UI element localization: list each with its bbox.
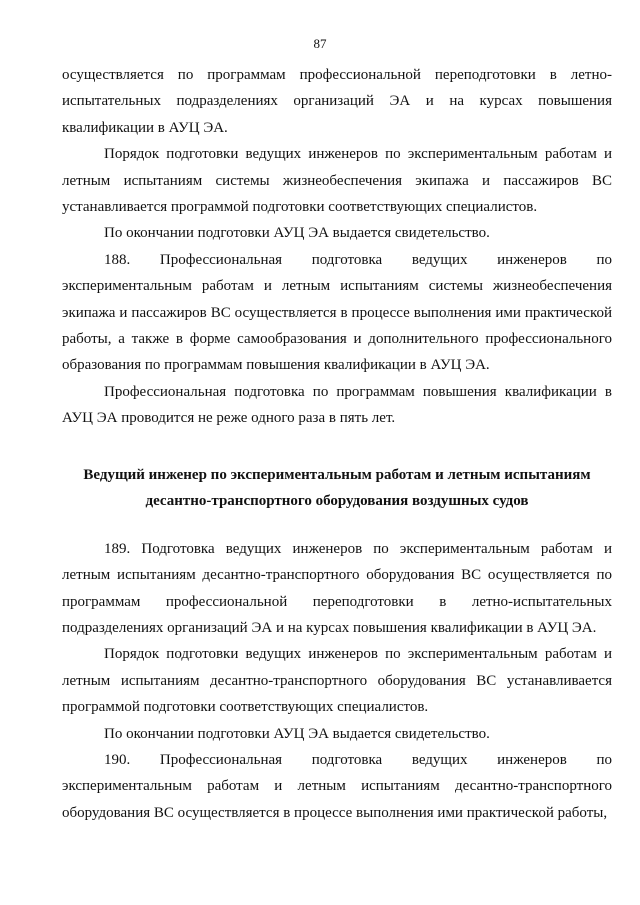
section-heading-line-2: десантно-транспортного оборудования воздушных судов (145, 492, 529, 509)
page-content (62, 62, 612, 826)
section-heading (62, 462, 612, 514)
paragraph-certificate: По окончании подготовки АУЦ ЭА выдается свидетельство. (104, 225, 490, 242)
page-number: 87 (313, 36, 327, 51)
paragraph-training-procedure: Порядок подготовки ведущих инженеров по экспериментальным работам и летным испытаниям системы жизнеобеспечения экипажа и пассажиров ВС устанавливается программой подготовки соответствующих специалистов. (62, 146, 612, 216)
section-heading-line-1: Ведущий инженер по экспериментальным работам и летным испытаниям (83, 466, 591, 483)
paragraph-training-procedure-2: Порядок подготовки ведущих инженеров по экспериментальным работам и летным испытаниям десантно-транспортного оборудования ВС устанавливается программой подготовки соответствующих специалистов. (62, 646, 612, 716)
paragraph-189: 189. Подготовка ведущих инженеров по экспериментальным работам и летным испытаниям десантно-транспортного оборудования ВС осуществляется по программам профессиональной переподготовки в летно-испытательных подразделениях организаций ЭА и на курсах повышения квалификации в АУЦ ЭА. (62, 540, 612, 636)
paragraph-continuation: осуществляется по программам профессиональной переподготовки в летно-испытательных подразделениях организаций ЭА и на курсах повышения квалификации в АУЦ ЭА. (62, 67, 612, 136)
paragraph-certificate-2: По окончании подготовки АУЦ ЭА выдается свидетельство. (104, 725, 490, 742)
paragraph-190: 190. Профессиональная подготовка ведущих инженеров по экспериментальным работам и летным испытаниям десантно-транспортного оборудования ВС осуществляется в процессе выполнения ими практической работы, (62, 751, 612, 821)
paragraph-qualification-frequency: Профессиональная подготовка по программам повышения квалификации в АУЦ ЭА проводится не реже одного раза в пять лет. (62, 383, 612, 427)
paragraph-188: 188. Профессиональная подготовка ведущих инженеров по экспериментальным работам и летным испытаниям системы жизнеобеспечения экипажа и пассажиров ВС осуществляется в процессе выполнения ими практической работы, а также в форме самообразования и дополнительного профессионального образования по программам повышения квалификации в АУЦ ЭА. (62, 251, 612, 374)
